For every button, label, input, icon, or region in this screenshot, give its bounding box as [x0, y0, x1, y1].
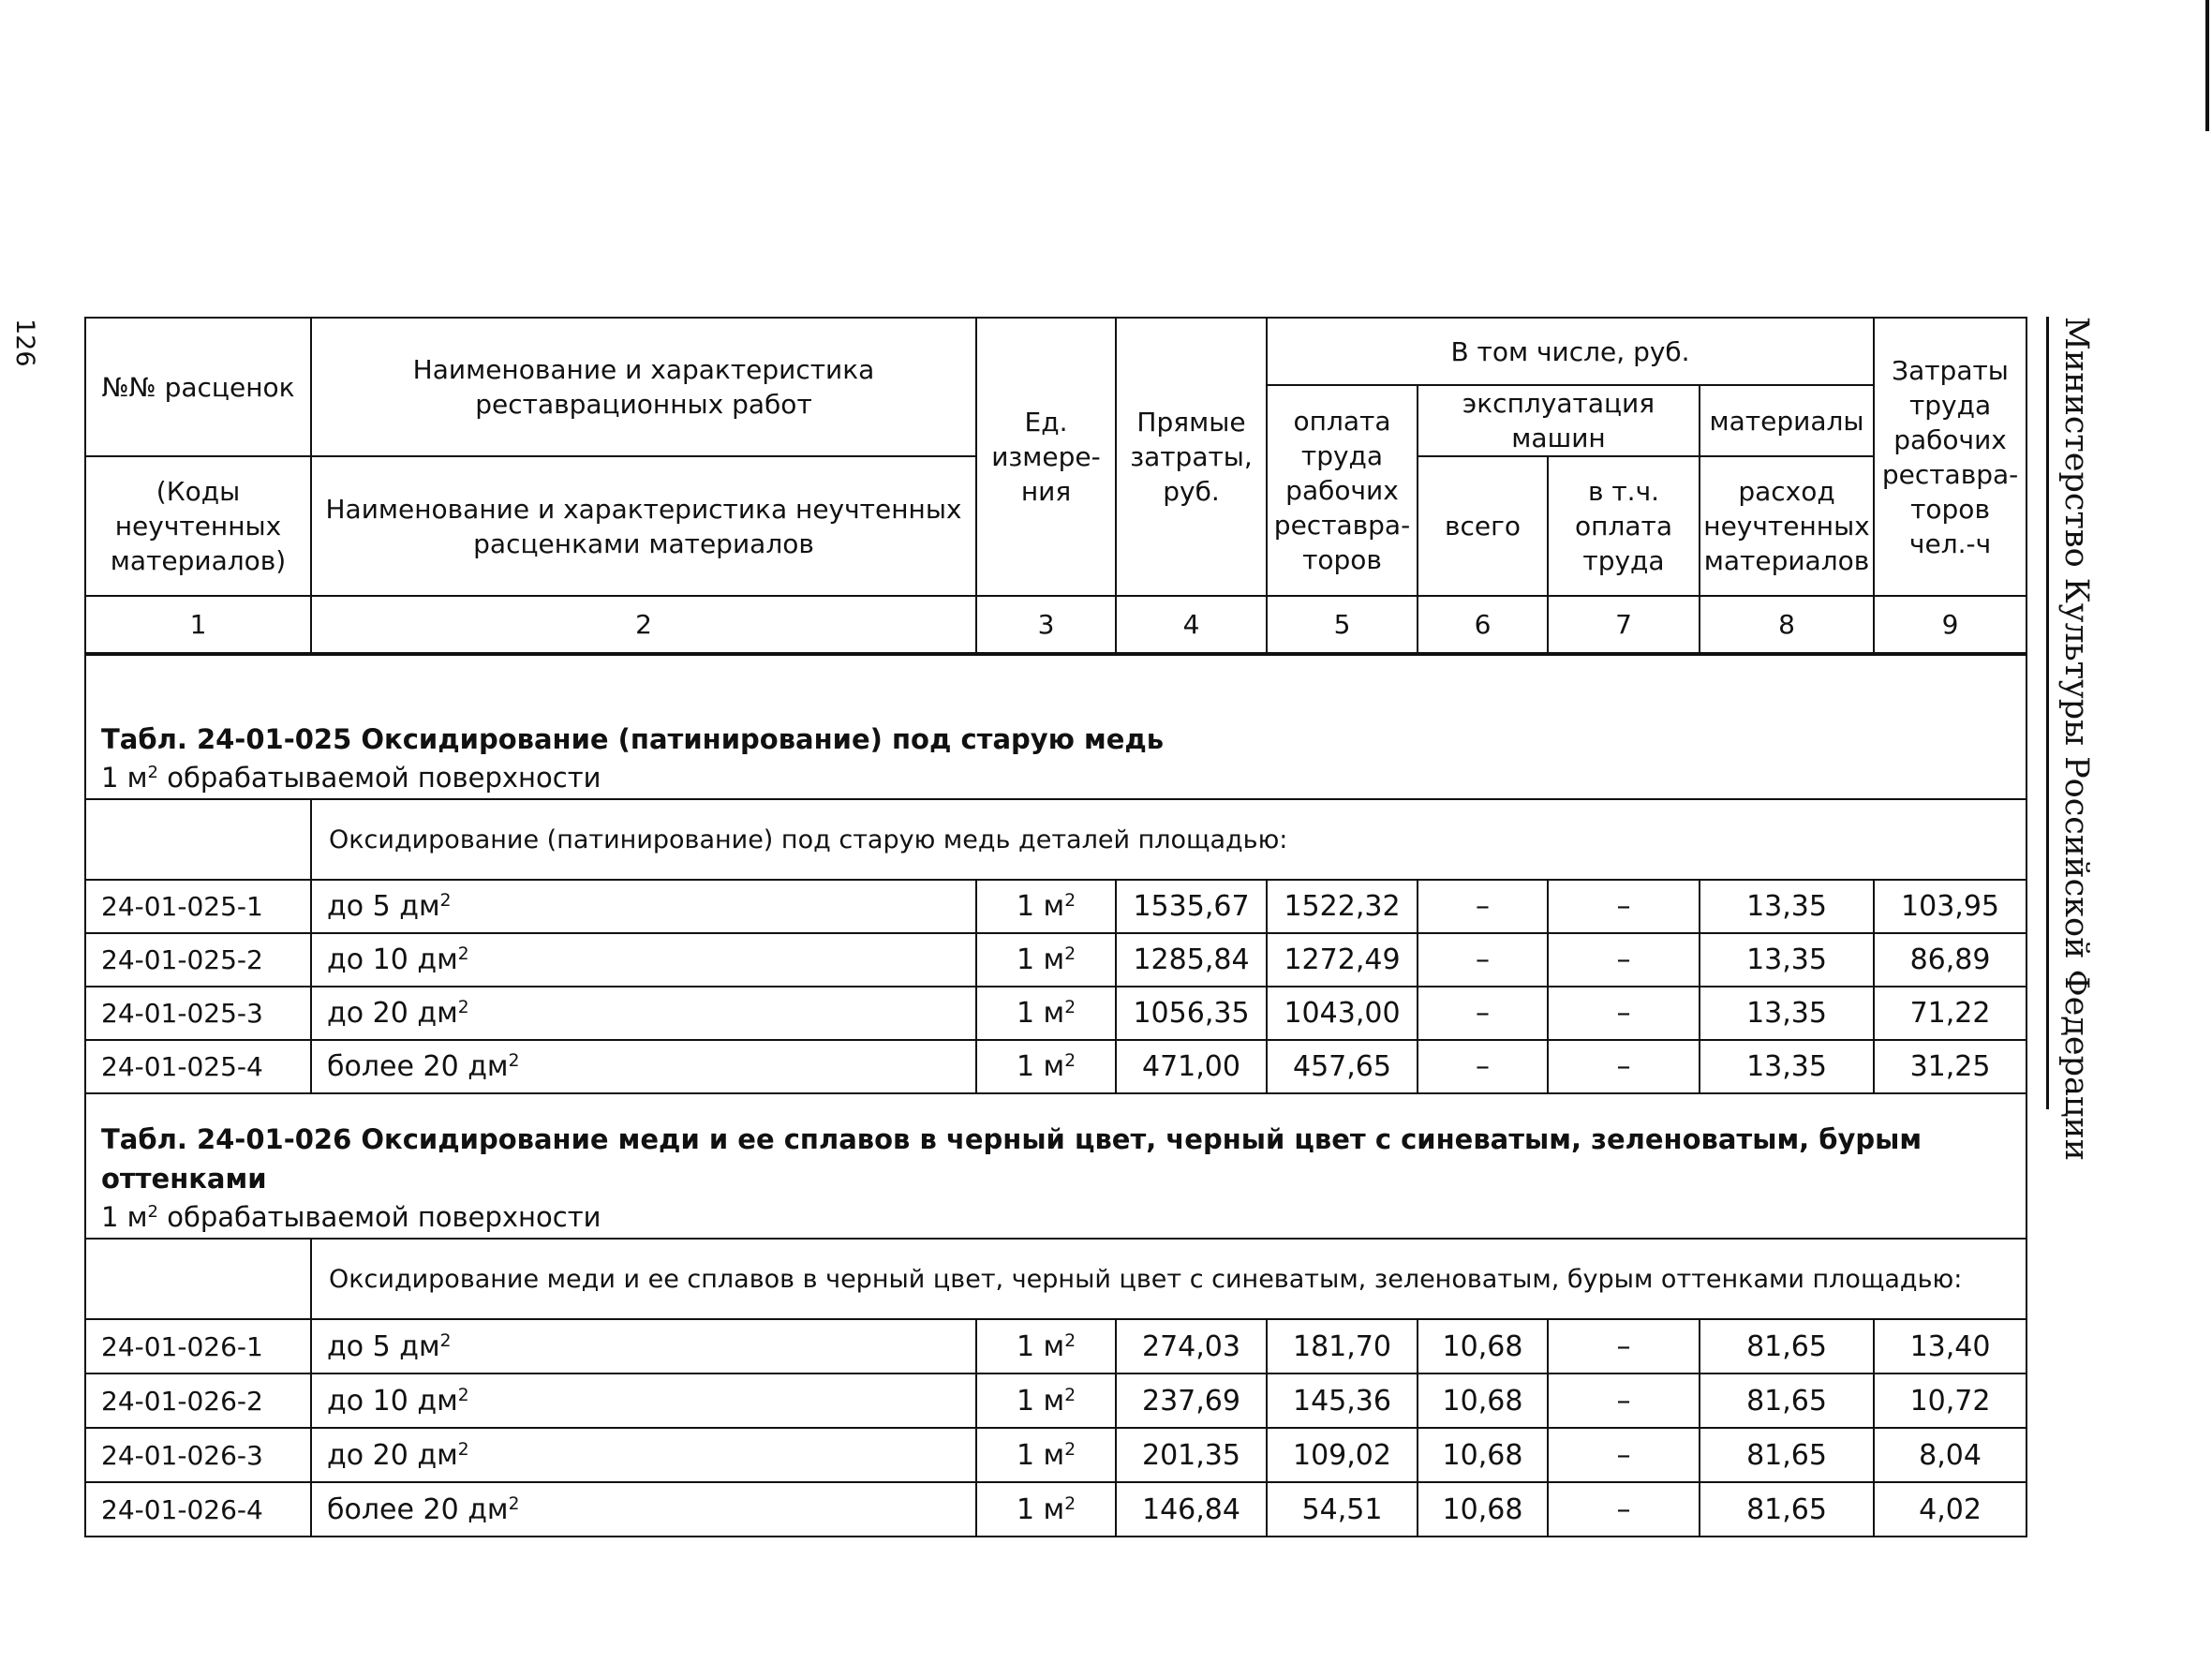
- rate-code: 24-01-026-1: [85, 1319, 311, 1373]
- section-title: Табл. 24-01-025 Оксидирование (патинирование) под старую медь: [101, 723, 1165, 755]
- table-row: [85, 1373, 2026, 1428]
- rate-code: 24-01-025-3: [85, 987, 311, 1040]
- header-materials: материалы: [1700, 385, 1874, 456]
- labor-hours: 4,02: [1874, 1482, 2026, 1537]
- section-unit: 1 $м^2$ обрабатываемой поверхности: [101, 762, 601, 794]
- table-row: [85, 880, 2026, 933]
- table-row: [85, 1040, 2026, 1093]
- group-label: Оксидирование (патинирование) под старую медь деталей площадью:: [311, 799, 2026, 880]
- work-name: до 20 $дм^2$: [311, 1428, 976, 1482]
- machines-total: –: [1418, 933, 1548, 987]
- unit-cell: 1 $м^2$: [976, 987, 1116, 1040]
- machines-wages: –: [1548, 880, 1700, 933]
- materials-cost: 13,35: [1700, 1040, 1874, 1093]
- table-row: [85, 1428, 2026, 1482]
- machines-wages: –: [1548, 987, 1700, 1040]
- wages-cost: 457,65: [1267, 1040, 1418, 1093]
- col-number: 3: [976, 596, 1116, 654]
- col-number: 6: [1418, 596, 1548, 654]
- rate-code: 24-01-025-1: [85, 880, 311, 933]
- wages-cost: 1043,00: [1267, 987, 1418, 1040]
- col-number: 2: [311, 596, 976, 654]
- section-title: Табл. 24-01-026 Оксидирование меди и ее сплавов в черный цвет, черный цвет с синеватым, зеленоватым, бурым оттенками: [101, 1123, 1923, 1195]
- header-machines: эксплуатация машин: [1418, 385, 1700, 456]
- wages-cost: 1522,32: [1267, 880, 1418, 933]
- group-label: Оксидирование меди и ее сплавов в черный цвет, черный цвет с синеватым, зеленоватым, бурым оттенками площадью:: [311, 1239, 2026, 1319]
- direct-cost: 1285,84: [1116, 933, 1267, 987]
- work-name: более 20 $дм^2$: [311, 1040, 976, 1093]
- machines-total: –: [1418, 1040, 1548, 1093]
- wages-cost: 145,36: [1267, 1373, 1418, 1428]
- direct-cost: 201,35: [1116, 1428, 1267, 1482]
- page-edge-mark: [2205, 0, 2209, 131]
- labor-hours: 103,95: [1874, 880, 2026, 933]
- header-unit: Ед. измере-ния: [976, 318, 1116, 596]
- wages-cost: 181,70: [1267, 1319, 1418, 1373]
- materials-cost: 13,35: [1700, 880, 1874, 933]
- direct-cost: 471,00: [1116, 1040, 1267, 1093]
- work-name: до 10 $дм^2$: [311, 933, 976, 987]
- ministry-side-title: Министерство Культуры Российской Федерации: [2057, 317, 2095, 1162]
- direct-cost: 1535,67: [1116, 880, 1267, 933]
- machines-wages: –: [1548, 1428, 1700, 1482]
- header-name-top: Наименование и характеристика реставрационных работ: [311, 318, 976, 456]
- machines-wages: –: [1548, 1040, 1700, 1093]
- section-024-01-025: [85, 654, 2026, 1093]
- rate-code: 24-01-025-2: [85, 933, 311, 987]
- direct-cost: 146,84: [1116, 1482, 1267, 1537]
- unit-cell: 1 $м^2$: [976, 1428, 1116, 1482]
- section-024-01-026: [85, 1093, 2026, 1537]
- labor-hours: 13,40: [1874, 1319, 2026, 1373]
- header-code-top: №№ расценок: [85, 318, 311, 456]
- col-number: 5: [1267, 596, 1418, 654]
- section-heading: [85, 654, 2026, 799]
- wages-cost: 54,51: [1267, 1482, 1418, 1537]
- machines-wages: –: [1548, 1373, 1700, 1428]
- wages-cost: 1272,49: [1267, 933, 1418, 987]
- header-labor: Затраты труда рабочих реставра-торов чел.-ч: [1874, 318, 2026, 596]
- section-unit: 1 $м^2$ обрабатываемой поверхности: [101, 1201, 601, 1233]
- machines-total: 10,68: [1418, 1482, 1548, 1537]
- header-code-bottom: (Коды неучтенных материалов): [85, 456, 311, 596]
- work-name: до 20 $дм^2$: [311, 987, 976, 1040]
- rate-code: 24-01-026-2: [85, 1373, 311, 1428]
- materials-cost: 13,35: [1700, 933, 1874, 987]
- col-number: 1: [85, 596, 311, 654]
- header-machines-total: всего: [1418, 456, 1548, 596]
- work-name: до 5 $дм^2$: [311, 1319, 976, 1373]
- labor-hours: 8,04: [1874, 1428, 2026, 1482]
- direct-cost: 274,03: [1116, 1319, 1267, 1373]
- unit-cell: 1 $м^2$: [976, 880, 1116, 933]
- materials-cost: 81,65: [1700, 1482, 1874, 1537]
- table-row: [85, 933, 2026, 987]
- materials-cost: 81,65: [1700, 1373, 1874, 1428]
- unit-cell: 1 $м^2$: [976, 1482, 1116, 1537]
- unit-cell: 1 $м^2$: [976, 933, 1116, 987]
- labor-hours: 10,72: [1874, 1373, 2026, 1428]
- machines-wages: –: [1548, 1319, 1700, 1373]
- machines-total: 10,68: [1418, 1428, 1548, 1482]
- table-row: [85, 1482, 2026, 1537]
- wages-cost: 109,02: [1267, 1428, 1418, 1482]
- direct-cost: 237,69: [1116, 1373, 1267, 1428]
- work-name: до 5 $дм^2$: [311, 880, 976, 933]
- machines-total: 10,68: [1418, 1319, 1548, 1373]
- header-wages: оплата труда рабочих реставра-торов: [1267, 385, 1418, 596]
- labor-hours: 71,22: [1874, 987, 2026, 1040]
- header-name-bottom: Наименование и характеристика неучтенных расценками материалов: [311, 456, 976, 596]
- materials-cost: 13,35: [1700, 987, 1874, 1040]
- labor-hours: 86,89: [1874, 933, 2026, 987]
- col-number: 8: [1700, 596, 1874, 654]
- unit-cell: 1 $м^2$: [976, 1319, 1116, 1373]
- table-row: [85, 1319, 2026, 1373]
- table-row: [85, 987, 2026, 1040]
- header-machines-wages: в т.ч. оплата труда: [1548, 456, 1700, 596]
- rates-table: [84, 317, 2027, 1537]
- rate-code: 24-01-025-4: [85, 1040, 311, 1093]
- machines-wages: –: [1548, 1482, 1700, 1537]
- unit-cell: 1 $м^2$: [976, 1373, 1116, 1428]
- machines-wages: –: [1548, 933, 1700, 987]
- direct-cost: 1056,35: [1116, 987, 1267, 1040]
- header-including: В том числе, руб.: [1267, 318, 1874, 385]
- machines-total: –: [1418, 880, 1548, 933]
- materials-cost: 81,65: [1700, 1428, 1874, 1482]
- work-name: до 10 $дм^2$: [311, 1373, 976, 1428]
- col-number: 7: [1548, 596, 1700, 654]
- table-header: [85, 318, 2026, 654]
- page-number: 126: [10, 319, 39, 367]
- rate-code: 24-01-026-4: [85, 1482, 311, 1537]
- labor-hours: 31,25: [1874, 1040, 2026, 1093]
- unit-cell: 1 $м^2$: [976, 1040, 1116, 1093]
- group-code-cell: [85, 1239, 311, 1319]
- machines-total: –: [1418, 987, 1548, 1040]
- col-number: 9: [1874, 596, 2026, 654]
- header-materials-consumption: расход неучтенных материалов: [1700, 456, 1874, 596]
- group-code-cell: [85, 799, 311, 880]
- col-number: 4: [1116, 596, 1267, 654]
- section-heading: [85, 1093, 2026, 1239]
- materials-cost: 81,65: [1700, 1319, 1874, 1373]
- work-name: более 20 $дм^2$: [311, 1482, 976, 1537]
- header-direct-costs: Прямые затраты, руб.: [1116, 318, 1267, 596]
- rate-code: 24-01-026-3: [85, 1428, 311, 1482]
- machines-total: 10,68: [1418, 1373, 1548, 1428]
